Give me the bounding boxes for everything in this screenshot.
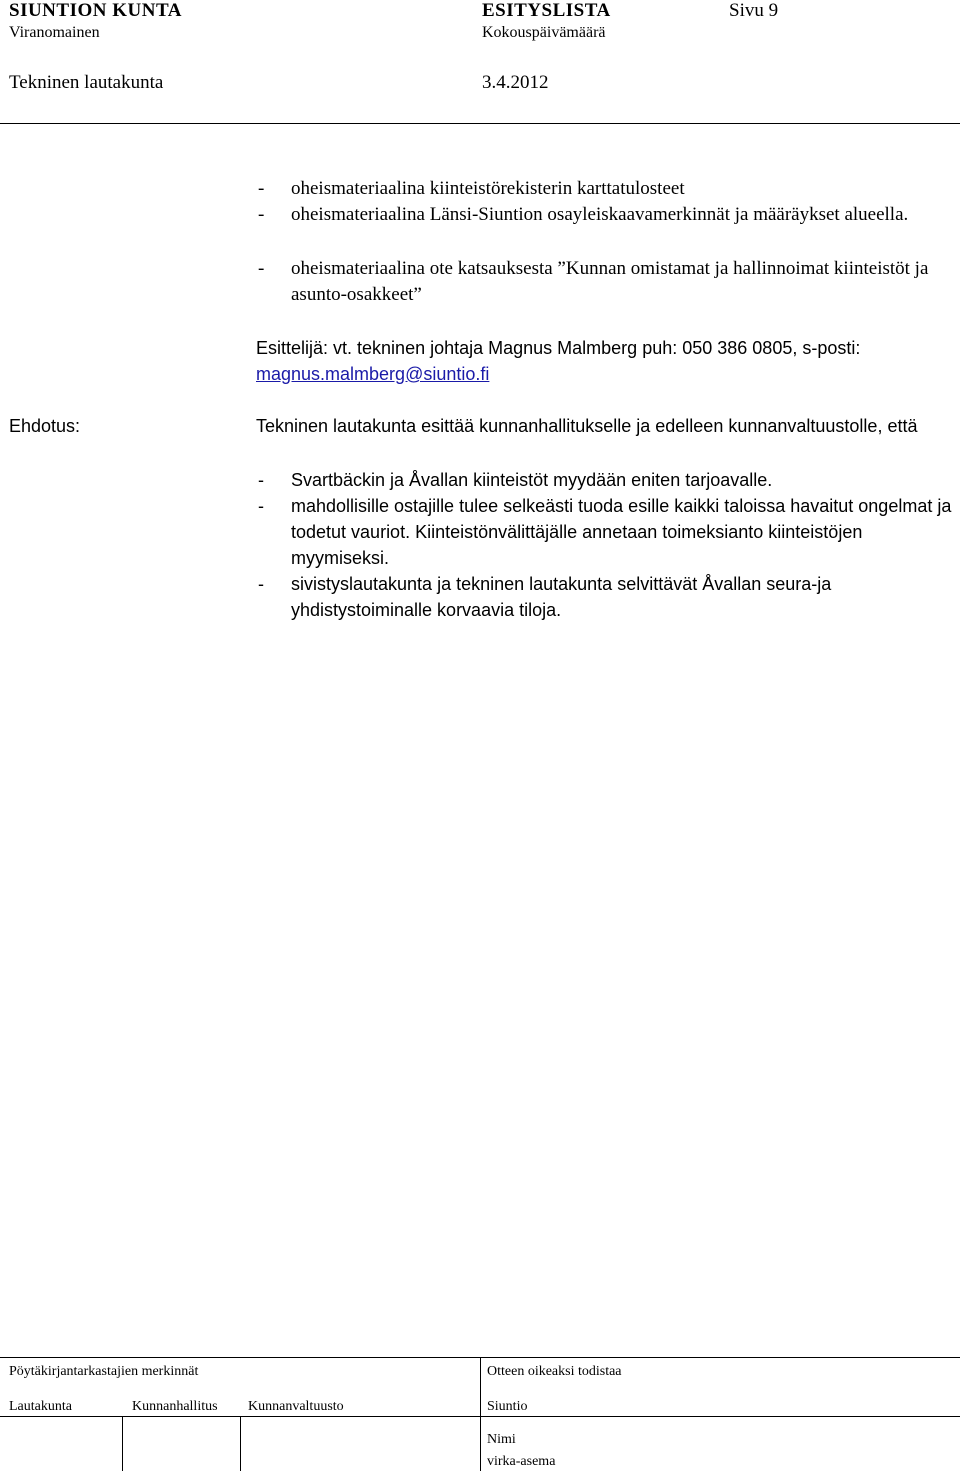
proposal-item: Svartbäckin ja Åvallan kiinteistöt myydään eniten tarjoavalle. — [291, 470, 773, 490]
meeting-date-label: Kokouspäivämäärä — [482, 24, 606, 41]
presenter-line — [256, 335, 946, 387]
meeting-date: 3.4.2012 — [482, 72, 549, 93]
footer-col-council: Kunnanvaltuusto — [248, 1399, 344, 1414]
proposal-intro: Tekninen lautakunta esittää kunnanhallitukselle ja edelleen kunnanvaltuustolle, että — [256, 416, 918, 436]
authority-label: Viranomainen — [9, 24, 100, 41]
footer-place: Siuntio — [487, 1399, 528, 1414]
attachment-item: oheismateriaalina ote katsauksesta ”Kunnan omistamat ja hallinnoimat kiinteistöt ja asunto-osakkeet” — [291, 258, 929, 305]
footer-col-divider — [240, 1416, 241, 1471]
footer-position-label: virka-asema — [487, 1454, 556, 1469]
authority-name: Tekninen lautakunta — [9, 72, 164, 93]
header-divider — [0, 123, 960, 124]
certified-copy-label: Otteen oikeaksi todistaa — [487, 1364, 622, 1379]
proposal-item: sivistyslautakunta ja tekninen lautakunta selvittävät Åvallan seura-ja yhdistystoiminalle korvaavia tiloja. — [291, 574, 832, 620]
footer-center-divider — [480, 1357, 481, 1471]
footer-col-municipal-board: Kunnanhallitus — [132, 1399, 218, 1414]
attachment-item: oheismateriaalina kiinteistörekisterin karttatulosteet — [291, 178, 685, 199]
proposal-item: mahdollisille ostajille tulee selkeästi tuoda esille kaikki taloissa havaitut ongelmat ja todetut vauriot. Kiinteistönvälittäjälle annetaan toimeksianto kiinteistöjen myymiseksi. — [291, 496, 952, 568]
list-dash: - — [258, 204, 265, 225]
organization-name: SIUNTION KUNTA — [9, 0, 182, 21]
presenter-email-link[interactable]: magnus.malmberg@siuntio.fi — [256, 364, 490, 384]
list-dash: - — [258, 178, 265, 199]
proposal-label: Ehdotus: — [9, 416, 81, 436]
footer-col-board: Lautakunta — [9, 1399, 72, 1414]
list-dash: - — [258, 258, 265, 279]
footer-col-divider — [122, 1416, 123, 1471]
inspectors-notes-label: Pöytäkirjantarkastajien merkinnät — [9, 1364, 199, 1379]
list-dash: - — [258, 470, 264, 490]
footer-name-label: Nimi — [487, 1432, 516, 1447]
document-type: ESITYSLISTA — [482, 0, 611, 21]
list-dash: - — [258, 496, 264, 516]
page-number: Sivu 9 — [729, 0, 779, 21]
presenter-text: Esittelijä: vt. tekninen johtaja Magnus Malmberg puh: 050 386 0805, s-posti: — [256, 338, 861, 358]
attachment-item: oheismateriaalina Länsi-Siuntion osayleiskaavamerkinnät ja määräykset alueella. — [291, 204, 909, 225]
list-dash: - — [258, 574, 264, 594]
